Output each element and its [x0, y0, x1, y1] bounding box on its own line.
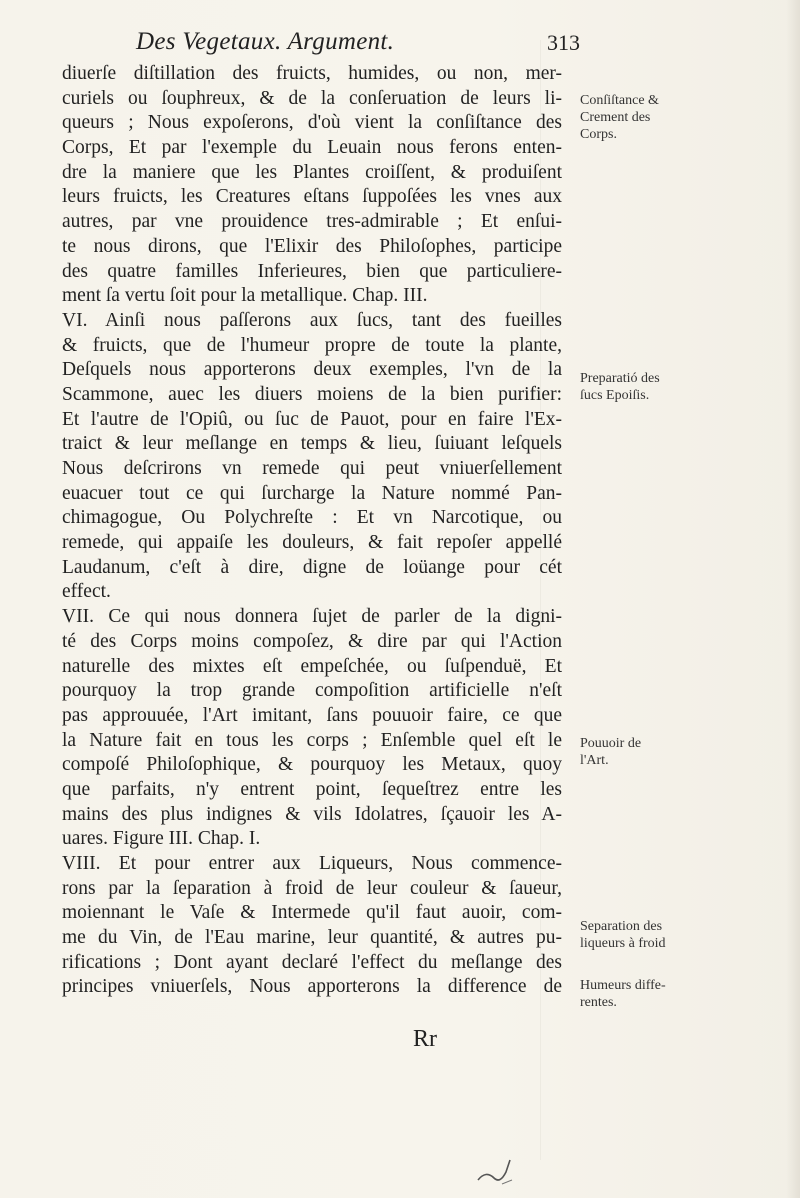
margin-note-line: rentes. [580, 995, 617, 1010]
text-line: pas approuuée, l'Art imitant, ſans pouuoir faire, ce que [62, 704, 562, 726]
text-line: Laudanum, c'eſt à dire, digne de loüange pour cét [62, 556, 562, 578]
text-line: diuerſe diſtillation des fruicts, humides, ou non, mer- [62, 63, 562, 84]
ink-mark-icon [468, 1150, 528, 1190]
margin-note-separation [580, 918, 745, 952]
running-title: Des Vegetaux. Argument. [136, 28, 395, 55]
text-line: té des Corps moins compoſez, & dire par qui l'Action [62, 630, 562, 652]
page-edge-shadow [786, 0, 800, 1198]
text-line: queurs ; Nous expoſerons, d'où vient la conſiſtance des [62, 112, 562, 134]
text-line: remede, qui appaiſe les douleurs, & fait repoſer appellé [62, 532, 562, 554]
text-line: curiels ou ſouphreux, & de la conſeruation de leurs li- [62, 87, 562, 109]
text-line: autres, par vne prouidence tres-admirable ; Et enſui- [62, 211, 562, 233]
margin-note-line: Humeurs diffe- [580, 978, 666, 993]
text-line: naturelle des mixtes eſt empeſchée, ou ſuſpenduë, Et [62, 655, 562, 677]
text-line: uares. Figure III. Chap. I. [62, 828, 261, 850]
text-line: dre la maniere que les Plantes croiſſent, & produiſent [62, 161, 562, 183]
text-line: traict & leur meſlange en temps & lieu, ſuiuant leſquels [62, 433, 562, 455]
signature-mark: Rr [413, 1026, 437, 1052]
text-line: ment ſa vertu ſoit pour la metallique. Chap. III. [62, 285, 428, 307]
text-line: la Nature fait en tous les corps ; Enſemble quel eſt le [62, 729, 562, 751]
margin-note-line: Pouuoir de [580, 736, 642, 751]
text-line: chimagogue, Ou Polychreſte : Et vn Narcotique, ou [62, 507, 562, 529]
text-line: Nous deſcrirons vn remede qui peut vniuerſellement [62, 458, 562, 479]
text-line: VIII. Et pour entrer aux Liqueurs, Nous commence- [62, 853, 562, 874]
text-line: mains des plus indignes & vils Idolatres, ſçauoir les A- [62, 803, 562, 825]
text-line: rifications ; Dont ayant declaré l'effect du meſlange des [62, 951, 562, 973]
text-line: principes vniuerſels, Nous apporterons la difference de [62, 976, 562, 998]
text-line: me du Vin, de l'Eau marine, leur quantité, & autres pu- [62, 927, 562, 949]
text-line: des quatre familles Inferieures, bien que particuliere- [62, 260, 562, 282]
text-line: te nous dirons, que l'Elixir des Philoſophes, participe [62, 235, 562, 257]
text-line: que parfaits, n'y entrent point, ſequeſtrez entre les [62, 778, 562, 800]
margin-note-line: Corps. [580, 127, 617, 142]
margin-note-line: ſucs Epoiſis. [580, 388, 650, 403]
margin-note-pouuoir [580, 735, 745, 769]
page-header [60, 28, 580, 62]
text-line: compoſé Philoſophique, & pourquoy les Metaux, quoy [62, 754, 562, 776]
margin-note-line: Conſiſtance & [580, 93, 659, 108]
margin-note-humeurs [580, 977, 745, 1011]
margin-note-line: Preparatió des [580, 371, 660, 386]
margin-note-line: Separation des [580, 919, 663, 934]
text-line: effect. [62, 581, 111, 603]
margin-note-line: l'Art. [580, 753, 609, 768]
text-line: euacuer tout ce qui ſurcharge la Nature nommé Pan- [62, 482, 562, 504]
text-line: Deſquels nous apporterons deux exemples, l'vn de la [62, 359, 562, 381]
text-line: leurs fruicts, les Creatures eſtans ſuppoſées les vnes aux [62, 186, 562, 208]
text-line: & fruicts, que de l'humeur propre de toute la plante, [62, 334, 562, 356]
text-line: Et l'autre de l'Opiû, ou ſuc de Pauot, pour en faire l'Ex- [62, 408, 562, 430]
text-line: moiennant le Vaſe & Intermede qu'il faut auoir, com- [62, 902, 562, 924]
margin-note-consistance [580, 92, 745, 143]
text-line: VII. Ce qui nous donnera ſujet de parler de la digni- [62, 606, 562, 628]
text-line: Scammone, auec les diuers moiens de la bien purifier: [62, 383, 562, 405]
text-line: Corps, Et par l'exemple du Leuain nous ferons enten- [62, 137, 562, 159]
margin-note-line: liqueurs à froid [580, 936, 666, 951]
text-line: VI. Ainſi nous paſſerons aux ſucs, tant des fueilles [62, 309, 562, 331]
main-text-block [62, 62, 562, 1000]
text-line: pourquoy la trop grande compoſition artificielle n'eſt [62, 680, 562, 702]
margin-note-preparation [580, 370, 745, 404]
page-number: 313 [547, 30, 580, 55]
text-line: rons par la ſeparation à froid de leur couleur & ſaueur, [62, 877, 562, 899]
margin-note-line: Crement des [580, 110, 651, 125]
